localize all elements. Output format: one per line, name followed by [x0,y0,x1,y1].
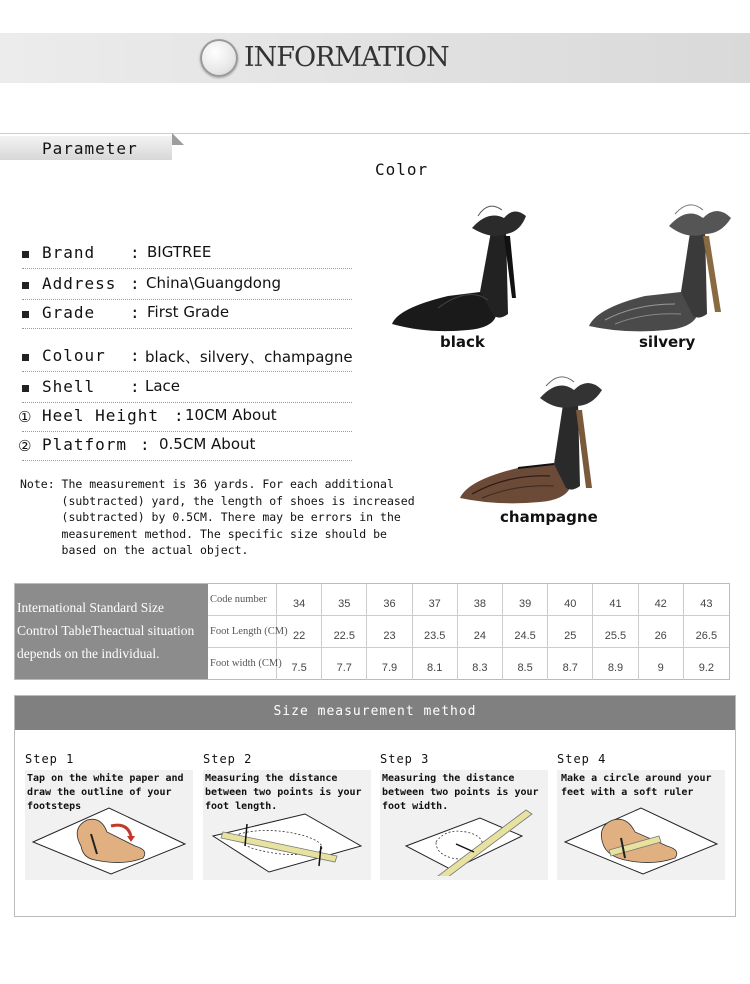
size-row-header: Code number [208,584,277,616]
bullet-icon [22,282,29,289]
shoe-image-silvery [585,196,745,336]
step-box [25,770,193,880]
step-title: Step 1 [25,752,75,766]
step-title: Step 2 [203,752,253,766]
step-text: Measuring the distance between two points is your foot length. [205,773,362,812]
size-cell: 41 [593,584,638,616]
size-cell: 7.7 [322,648,367,680]
spec-row-colour [22,346,352,372]
shoe-caption-silvery: silvery [639,333,696,351]
circled-number-1: ① [18,408,32,426]
parameter-tab-fold [172,133,184,145]
size-cell: 23.5 [413,616,458,648]
size-cell: 42 [639,584,684,616]
note-line: Note: The measurement is 36 yards. For each additional [20,477,394,491]
spec-label: Brand [42,243,96,262]
size-cell: 34 [277,584,322,616]
size-cell: 22 [277,616,322,648]
size-cell: 8.1 [413,648,458,680]
trace-foot-illustration-icon [31,806,187,876]
size-table-caption [15,584,208,679]
spec-label: Heel Height [42,406,159,425]
spec-row-grade [22,303,352,329]
size-cell: 24.5 [503,616,548,648]
step-text: Measuring the distance between two points is your foot width. [382,773,539,812]
size-cell: 8.3 [458,648,503,680]
measurement-note [20,476,420,559]
spec-colon: : [130,274,140,293]
spec-label: Grade [42,303,96,322]
step-text: Tap on the white paper and draw the outline of your footsteps [27,773,184,812]
size-cell: 26 [639,616,684,648]
size-cell: 35 [322,584,367,616]
spec-row-shell [22,377,352,403]
step-title: Step 4 [557,752,607,766]
circled-number-2: ② [18,437,32,455]
spec-value: Lace [145,377,181,395]
spec-row-brand [22,243,352,269]
spec-colon: : [130,303,140,322]
spec-label: Colour [42,346,106,365]
spec-label: Shell [42,377,96,396]
step-box [557,770,725,880]
shoe-image-black [388,196,548,336]
foot-length-illustration-icon [209,806,365,876]
spec-colon: : [140,435,150,454]
color-section-title: Color [375,160,429,179]
foot-width-illustration-icon [386,806,542,876]
step-box [203,770,371,880]
spec-colon: : [130,346,140,365]
spec-value: 0.5CM About [159,435,256,453]
note-line: based on the actual object. [20,543,249,557]
size-row-header: Foot width (CM) [208,648,277,680]
size-row-code [208,584,729,616]
shoe-caption-black: black [440,333,485,351]
size-cell: 24 [458,616,503,648]
page-title: INFORMATION [244,42,449,73]
header-band [0,33,750,83]
size-table [14,583,730,680]
size-grid [208,584,729,679]
size-cell: 7.9 [367,648,412,680]
size-cell: 22.5 [322,616,367,648]
header-circle-icon [200,39,238,77]
spec-row-platform [18,435,352,461]
parameter-tab-label: Parameter [42,139,138,158]
size-method-panel [14,695,736,917]
size-cell: 9.2 [698,662,715,674]
size-table-caption-line: International Standard Size [17,600,164,615]
size-cell: 23 [367,616,412,648]
step-title: Step 3 [380,752,430,766]
size-cell: 8.7 [548,648,593,680]
spec-row-address [22,274,352,300]
bullet-icon [22,251,29,258]
size-row-foot-width [208,648,729,679]
size-cell: 25.5 [593,616,638,648]
size-cell: 39 [503,584,548,616]
size-table-caption-line: depends on the individual. [17,646,160,661]
size-method-title: Size measurement method [15,696,735,730]
section-divider [0,133,750,134]
size-cell: 38 [458,584,503,616]
note-line: (subtracted) yard, the length of shoes is increased [20,493,415,508]
size-row-foot-length [208,616,729,648]
size-cell: 37 [413,584,458,616]
spec-value: First Grade [147,303,230,321]
size-cell: 36 [367,584,412,616]
spec-value: black、silvery、champagne [145,348,353,366]
size-cell: 25 [548,616,593,648]
size-cell: 8.5 [503,648,548,680]
spec-colon: : [130,377,140,396]
shoe-caption-champagne: champagne [500,508,598,526]
size-cell: 40 [548,584,593,616]
bullet-icon [22,311,29,318]
note-line: (subtracted) by 0.5CM. There may be errors in the [20,510,401,524]
spec-value: 10CM About [185,406,277,424]
foot-circumference-illustration-icon [563,806,719,876]
size-table-caption-line: Control TableTheactual situation [17,623,195,638]
spec-value: China\Guangdong [146,274,281,292]
size-cell: 7.5 [277,648,322,680]
spec-colon: : [174,406,184,425]
spec-colon: : [130,243,140,262]
spec-value: BIGTREE [147,243,212,261]
size-cell: 8.9 [593,648,638,680]
bullet-icon [22,385,29,392]
spec-label: Address [42,274,117,293]
shoe-image-champagne [458,370,618,510]
step-box [380,770,548,880]
size-cell: 43 [700,598,713,610]
spec-label: Platform [42,435,128,454]
size-cell: 26.5 [695,630,718,642]
step-text: Make a circle around your feet with a soft ruler [561,773,712,798]
parameter-tab [0,136,172,160]
note-line: measurement method. The specific size should be [20,526,387,541]
size-cell: 9 [639,648,684,680]
spec-row-heel-height [18,406,352,432]
bullet-icon [22,354,29,361]
size-row-header: Foot Length (CM) [208,616,277,648]
